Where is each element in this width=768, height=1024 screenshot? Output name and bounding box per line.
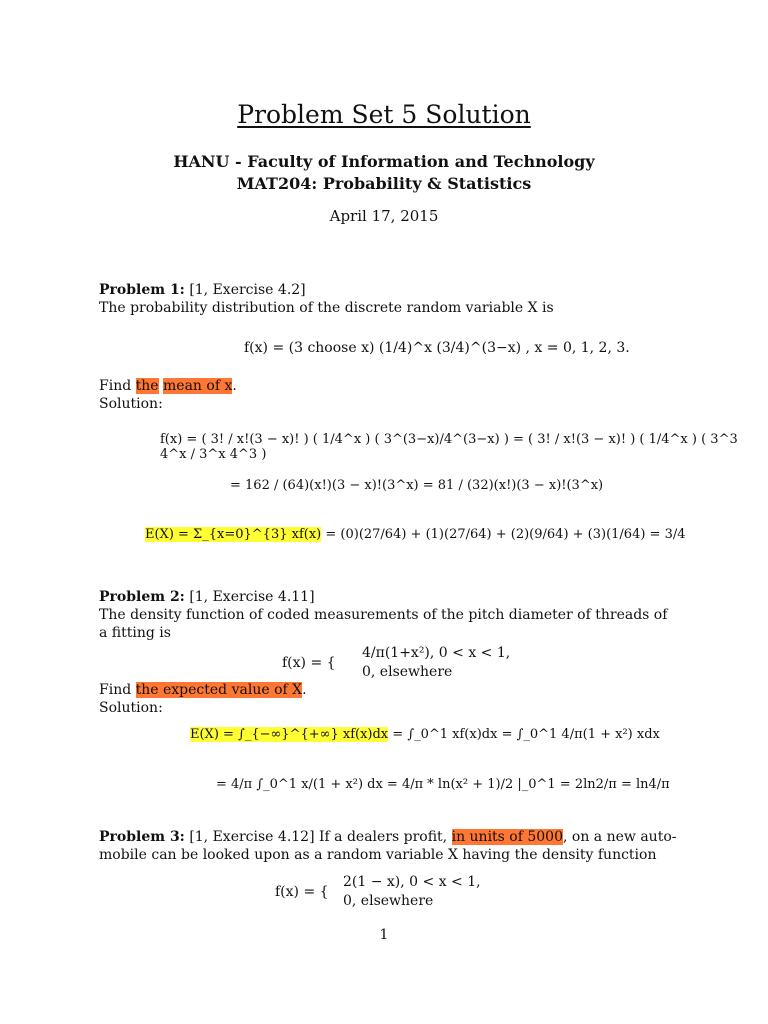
problem-2-heading: [99, 588, 679, 606]
problem-3-label: Problem 3:: [99, 829, 185, 845]
page-title: Problem Set 5 Solution: [237, 100, 531, 129]
problem-1-heading: [99, 281, 679, 299]
problem-2-task: Find the expected value of X.: [99, 682, 307, 698]
problem-2-pdf-case-1: 4/π(1+x²), 0 < x < 1,: [362, 645, 511, 661]
problem-2-solution-label: Solution:: [99, 700, 163, 716]
problem-3-pdf-case-1: 2(1 − x), 0 < x < 1,: [343, 874, 481, 890]
course-title: MAT204: Probability & Statistics: [236, 174, 532, 193]
problem-1-label: Problem 1:: [99, 282, 185, 298]
problem-1-step-1: f(x) = ( 3! / x!(3 − x)! ) ( 1/4^x ) ( 3^(3−x)/4^(3−x) ) = ( 3! / x!(3 − x)! ) ( 1/4^x ) ( 3^3 4^x / 3^x 4^3 ): [160, 432, 738, 462]
problem-2-label: Problem 2:: [99, 589, 185, 605]
problem-1-task: Find the mean of x.: [99, 378, 237, 394]
highlight-the: the: [135, 378, 159, 394]
highlight-expected-value: the expected value of X: [135, 682, 303, 698]
problem-2-step-2: = 4/π ∫_0^1 x/(1 + x²) dx = 4/π * ln(x² + 1)/2 |_0^1 = 2ln2/π = ln4/π: [216, 777, 670, 792]
organization: HANU - Faculty of Information and Technology: [173, 152, 595, 171]
problem-1-step-2: = 162 / (64)(x!)(3 − x)!(3^x) = 81 / (32)(x!)(3 − x)!(3^x): [230, 478, 604, 493]
document-date: April 17, 2015: [329, 207, 439, 225]
problem-1-reference: [1, Exercise 4.2]: [189, 282, 306, 298]
highlight-units-of-5000: in units of 5000: [451, 829, 563, 845]
problem-3-pdf-case-2: 0, elsewhere: [343, 893, 434, 909]
problem-1-expectation: E(X) = Σ_{x=0}^{3} xf(x) = (0)(27/64) + (1)(27/64) + (2)(9/64) + (3)(1/64) = 3/4: [145, 527, 686, 542]
highlight-expectation-sum: E(X) = Σ_{x=0}^{3} xf(x): [145, 527, 322, 542]
problem-2-pdf-case-2: 0, elsewhere: [362, 664, 453, 680]
problem-1-statement: The probability distribution of the discrete random variable X is: [99, 300, 554, 316]
problem-1-solution-label: Solution:: [99, 396, 163, 412]
problem-2-reference: [1, Exercise 4.11]: [189, 589, 315, 605]
page-number: 1: [379, 927, 389, 943]
problem-2-statement: The density function of coded measurements of the pitch diameter of threads of a fitting is: [99, 607, 668, 641]
problem-3-statement: Problem 3: [1, Exercise 4.12] If a dealers profit, in units of 5000, on a new auto-mobile can be looked upon as a random variable X having the density function: [99, 829, 677, 863]
highlight-mean-of-x: mean of x: [163, 378, 233, 394]
problem-2-expectation: E(X) = ∫_{−∞}^{+∞} xf(x)dx = ∫_0^1 xf(x)dx = ∫_0^1 4/π(1 + x²) xdx: [190, 727, 660, 742]
highlight-expectation-integral: E(X) = ∫_{−∞}^{+∞} xf(x)dx: [190, 727, 389, 742]
problem-1-pdf: f(x) = (3 choose x) (1/4)^x (3/4)^(3−x) , x = 0, 1, 2, 3.: [244, 340, 630, 356]
